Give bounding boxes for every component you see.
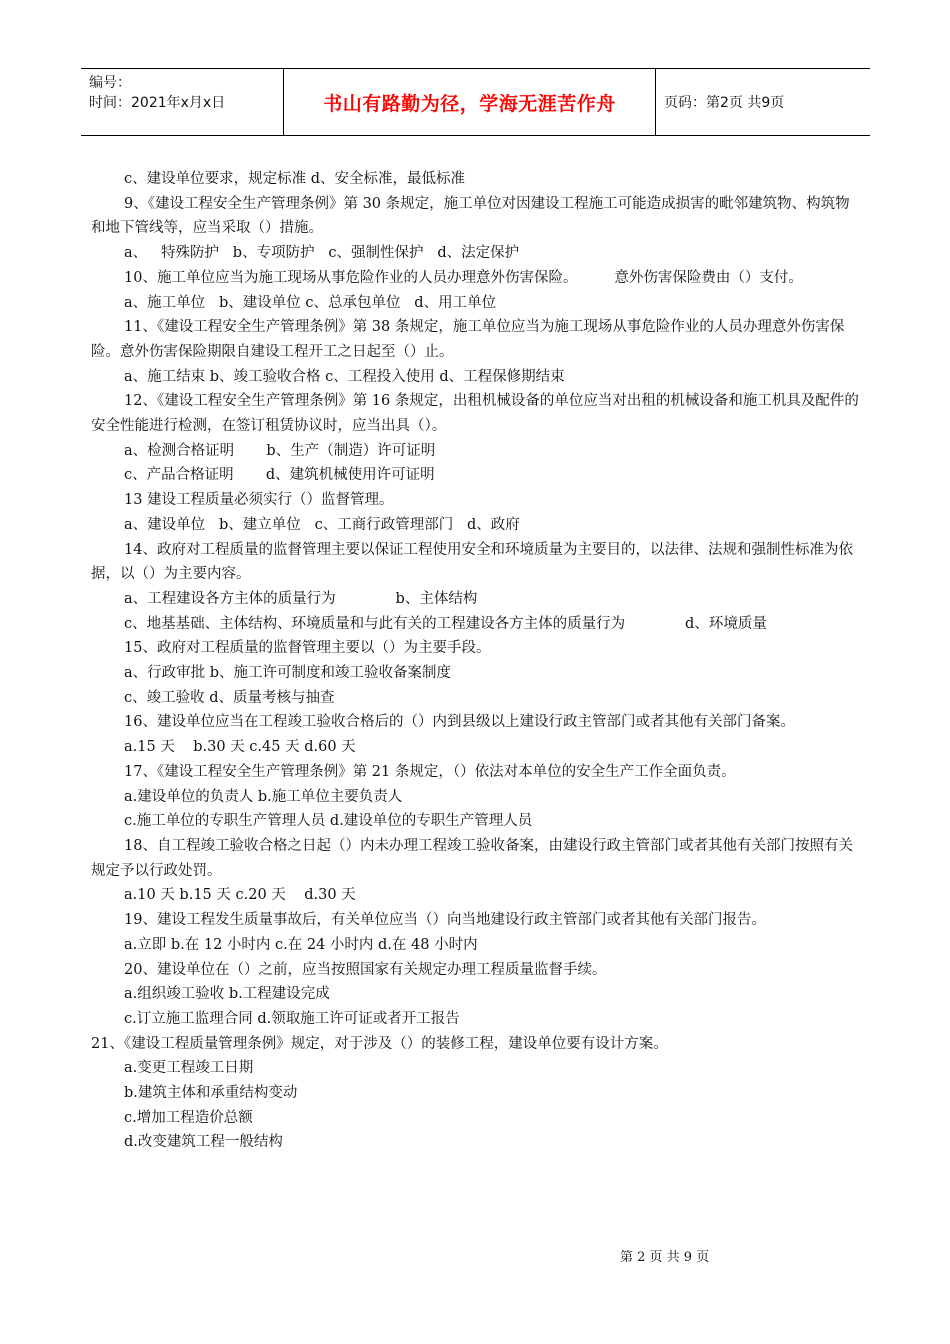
- text-line: 15、政府对工程质量的监督管理主要以（）为主要手段。: [124, 640, 491, 657]
- header-meta: [81, 69, 284, 135]
- text-line: a、施工单位 b、建设单位 c、总承包单位 d、用工单位: [124, 294, 497, 311]
- document-time-label: 时间：2021年x月x日: [89, 95, 226, 111]
- text-line: b.建筑主体和承重结构变动: [124, 1085, 298, 1102]
- text-line: 18、自工程竣工验收合格之日起（）内未办理工程竣工验收备案，由建设行政主管部门或者其他有关部门按照有关规定予以行政处罚。: [91, 837, 853, 879]
- text-line: 10、施工单位应当为施工现场从事危险作业的人员办理意外伤害保险。 意外伤害保险费由（）支付。: [124, 269, 803, 286]
- document-body: [91, 167, 861, 1155]
- text-line: 20、建设单位在（）之前，应当按照国家有关规定办理工程质量监督手续。: [124, 961, 607, 978]
- text-line: a、施工结束 b、竣工验收合格 c、工程投入使用 d、工程保修期结束: [124, 368, 565, 385]
- page-header: [81, 68, 870, 136]
- header-page-label: 页码：第2页 共9页: [664, 95, 785, 111]
- text-line: 16、建设单位应当在工程竣工验收合格后的（）内到县级以上建设行政主管部门或者其他有关部门备案。: [124, 714, 795, 731]
- text-line: c、产品合格证明 d、建筑机械使用许可证明: [124, 467, 435, 484]
- text-line: c.施工单位的专职生产管理人员 d.建设单位的专职生产管理人员: [124, 813, 533, 830]
- text-line: a、检测合格证明 b、生产（制造）许可证明: [124, 442, 436, 459]
- document-number-label: 编号：: [89, 75, 131, 91]
- text-line: 11、《建设工程安全生产管理条例》第 38 条规定，施工单位应当为施工现场从事危险作业的人员办理意外伤害保险。意外伤害保险期限自建设工程开工之日起至（）止。: [91, 319, 845, 360]
- text-line: 13 建设工程质量必须实行（）监督管理。: [124, 492, 394, 509]
- page-footer: 第 2 页 共 9 页: [620, 1250, 710, 1265]
- text-line: a、工程建设各方主体的质量行为 b、主体结构: [124, 590, 478, 607]
- text-line: c.订立施工监理合同 d.领取施工许可证或者开工报告: [124, 1010, 460, 1027]
- text-line: a.立即 b.在 12 小时内 c.在 24 小时内 d.在 48 小时内: [124, 936, 478, 953]
- text-line: d.改变建筑工程一般结构: [124, 1134, 283, 1151]
- header-motto: 书山有路勤为径，学海无涯苦作舟: [284, 69, 656, 135]
- text-line: a、 特殊防护 b、专项防护 c、强制性保护 d、法定保护: [124, 245, 520, 262]
- text-line: a.建设单位的负责人 b.施工单位主要负责人: [124, 788, 403, 805]
- text-line: a、行政审批 b、施工许可制度和竣工验收备案制度: [124, 665, 452, 682]
- text-line: 12、《建设工程安全生产管理条例》第 16 条规定，出租机械设备的单位应当对出租的机械设备和施工机具及配件的安全性能进行检测，在签订租赁协议时，应当出具（）。: [91, 393, 859, 435]
- text-line: c、建设单位要求，规定标准 d、安全标准，最低标准: [124, 171, 466, 187]
- text-line: a、建设单位 b、建立单位 c、工商行政管理部门 d、政府: [124, 516, 520, 533]
- text-line: 17、《建设工程安全生产管理条例》第 21 条规定，（）依法对本单位的安全生产工作全面负责。: [124, 763, 736, 780]
- text-line: c、地基基础、主体结构、环境质量和与此有关的工程建设各方主体的质量行为 d、环境质量: [124, 615, 767, 632]
- text-line: a.10 天 b.15 天 c.20 天 d.30 天: [124, 887, 356, 904]
- text-line: c、竣工验收 d、质量考核与抽查: [124, 689, 335, 706]
- text-line: c.增加工程造价总额: [124, 1109, 253, 1126]
- text-line: a.15 天 b.30 天 c.45 天 d.60 天: [124, 739, 356, 756]
- text-line: a.组织竣工验收 b.工程建设完成: [124, 986, 330, 1003]
- text-line: a.变更工程竣工日期: [124, 1060, 254, 1077]
- text-line: 14、政府对工程质量的监督管理主要以保证工程使用安全和环境质量为主要目的，以法律、法规和强制性标准为依据，以（）为主要内容。: [91, 541, 853, 583]
- text-line: 19、建设工程发生质量事故后，有关单位应当（）向当地建设行政主管部门或者其他有关部门报告。: [124, 912, 766, 929]
- text-line: 21、《建设工程质量管理条例》规定，对于涉及（）的装修工程，建设单位要有设计方案。: [91, 1035, 668, 1052]
- text-line: 9、《建设工程安全生产管理条例》第 30 条规定，施工单位对因建设工程施工可能造成损害的毗邻建筑物、构筑物和地下管线等，应当采取（）措施。: [91, 195, 850, 237]
